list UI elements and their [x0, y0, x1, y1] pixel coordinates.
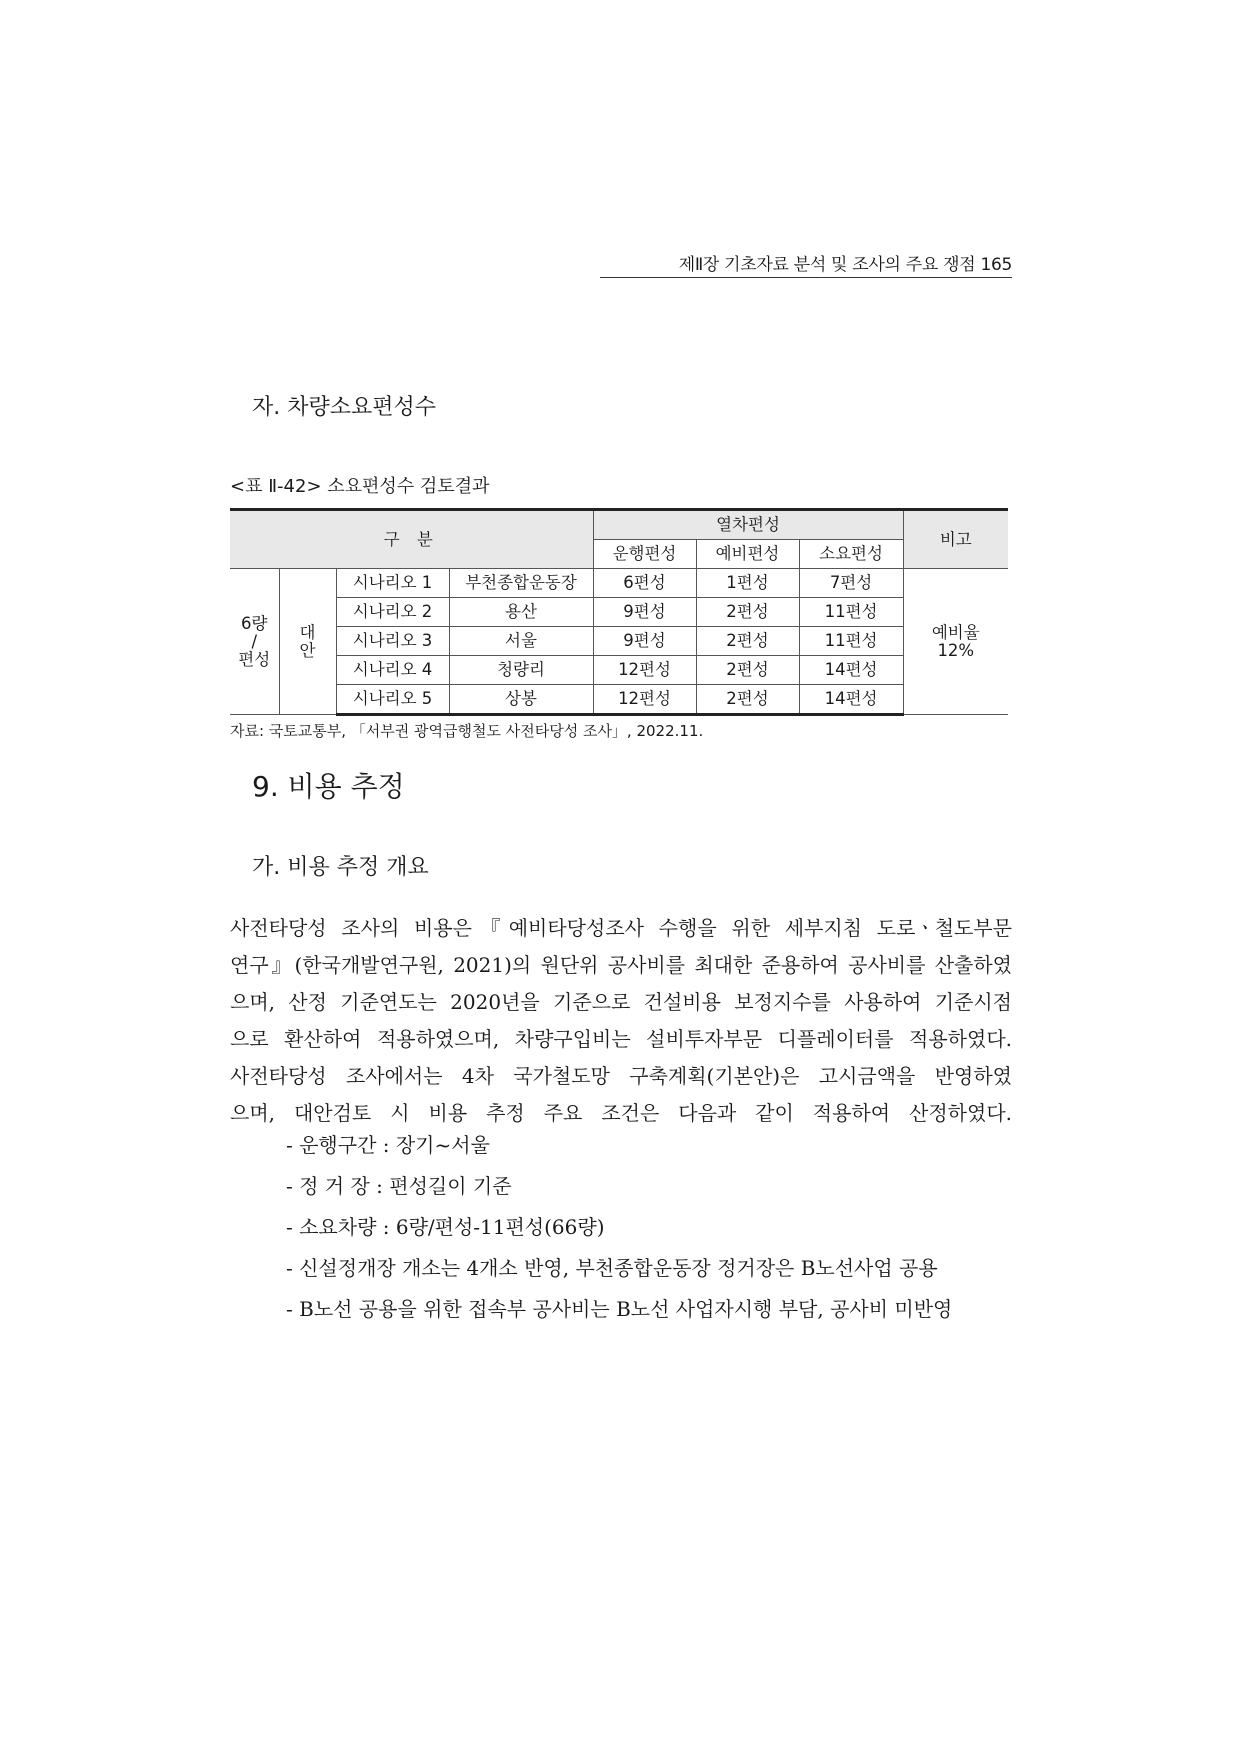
depot-cell: 상봉	[449, 685, 593, 715]
table-source-note: 자료: 국토교통부, 「서부권 광역급행철도 사전타당성 조사」, 2022.11.	[230, 722, 704, 740]
required-cell: 7편성	[799, 569, 903, 598]
required-cell: 14편성	[799, 656, 903, 685]
table-row	[230, 569, 1008, 598]
group-label-line: 6량	[241, 613, 268, 633]
operating-cell: 9편성	[593, 598, 696, 627]
spare-cell: 2편성	[696, 685, 799, 715]
table-row	[230, 656, 1008, 685]
header-category: 구 분	[230, 510, 593, 569]
spare-cell: 1편성	[696, 569, 799, 598]
paragraph-line: 사전타당성 조사에서는 4차 국가철도망 구축계획(기본안)은 고시금액을 반영하였	[230, 1064, 1012, 1088]
paragraph-2	[230, 1058, 1012, 1132]
header-remarks: 비고	[903, 510, 1008, 569]
depot-cell: 청량리	[449, 656, 593, 685]
operating-cell: 12편성	[593, 685, 696, 715]
scenario-cell: 시나리오 5	[336, 685, 449, 715]
table-header-row	[230, 510, 1008, 540]
required-cell: 11편성	[799, 598, 903, 627]
required-cell: 14편성	[799, 685, 903, 715]
table-caption: <표 Ⅱ-42> 소요편성수 검토결과	[230, 476, 490, 497]
paragraph-line: 으며, 산정 기준연도는 2020년을 기준으로 건설비용 보정지수를 사용하여 기준시점	[230, 990, 1012, 1014]
chapter-heading: 9. 비용 추정	[252, 770, 405, 803]
table-row	[230, 598, 1008, 627]
spare-cell: 2편성	[696, 627, 799, 656]
paragraph-1	[230, 910, 1012, 1058]
depot-cell: 부천종합운동장	[449, 569, 593, 598]
header-required: 소요편성	[799, 540, 903, 569]
table-row	[230, 627, 1008, 656]
group-label	[230, 569, 279, 715]
remarks-line: 12%	[937, 640, 975, 660]
alternative-label	[279, 569, 336, 715]
paragraph-line: 연구』(한국개발연구원, 2021)의 원단위 공사비를 최대한 준용하여 공사비를 산출하였	[230, 953, 1012, 977]
operating-cell: 9편성	[593, 627, 696, 656]
depot-cell: 서울	[449, 627, 593, 656]
group-label-line: /	[251, 631, 258, 651]
operating-cell: 6편성	[593, 569, 696, 598]
section-heading: 자. 차량소요편성수	[252, 395, 437, 420]
group-label-line: 편성	[238, 649, 271, 669]
formation-table	[230, 508, 1008, 716]
required-cell: 11편성	[799, 627, 903, 656]
spare-cell: 2편성	[696, 598, 799, 627]
header-train-formation: 열차편성	[593, 510, 903, 540]
list-item: - B노선 공용을 위한 접속부 공사비는 B노선 사업자시행 부담, 공사비 미반영	[286, 1297, 953, 1321]
list-item: - 신설정개장 개소는 4개소 반영, 부천종합운동장 정거장은 B노선사업 공용	[286, 1256, 938, 1280]
condition-list	[286, 1130, 952, 1335]
list-item: - 소요차량 : 6량/편성-11편성(66량)	[286, 1215, 605, 1239]
running-header: 제Ⅱ장 기초자료 분석 및 조사의 주요 쟁점 165	[600, 250, 1012, 278]
remarks-cell	[903, 569, 1008, 715]
scenario-cell: 시나리오 4	[336, 656, 449, 685]
alternative-label-line: 안	[299, 640, 316, 660]
paragraph-line: 으며, 대안검토 시 비용 추정 주요 조건은 다음과 같이 적용하여 산정하였다.	[230, 1101, 1012, 1125]
paragraph-line: 사전타당성 조사의 비용은『예비타당성조사 수행을 위한 세부지침 도로ㆍ철도부문	[230, 916, 1012, 940]
depot-cell: 용산	[449, 598, 593, 627]
paragraph-line: 으로 환산하여 적용하였으며, 차량구입비는 설비투자부문 디플레이터를 적용하였다.	[230, 1027, 1012, 1051]
spare-cell: 2편성	[696, 656, 799, 685]
list-item: - 운행구간 : 장기~서울	[286, 1133, 490, 1157]
header-operating: 운행편성	[593, 540, 696, 569]
list-item: - 정 거 장 : 편성길이 기준	[286, 1174, 512, 1198]
alternative-label-line: 대	[299, 622, 316, 642]
sub-heading: 가. 비용 추정 개요	[252, 855, 429, 880]
scenario-cell: 시나리오 2	[336, 598, 449, 627]
remarks-line: 예비율	[931, 622, 980, 642]
scenario-cell: 시나리오 1	[336, 569, 449, 598]
operating-cell: 12편성	[593, 656, 696, 685]
header-spare: 예비편성	[696, 540, 799, 569]
scenario-cell: 시나리오 3	[336, 627, 449, 656]
table-row	[230, 685, 1008, 715]
